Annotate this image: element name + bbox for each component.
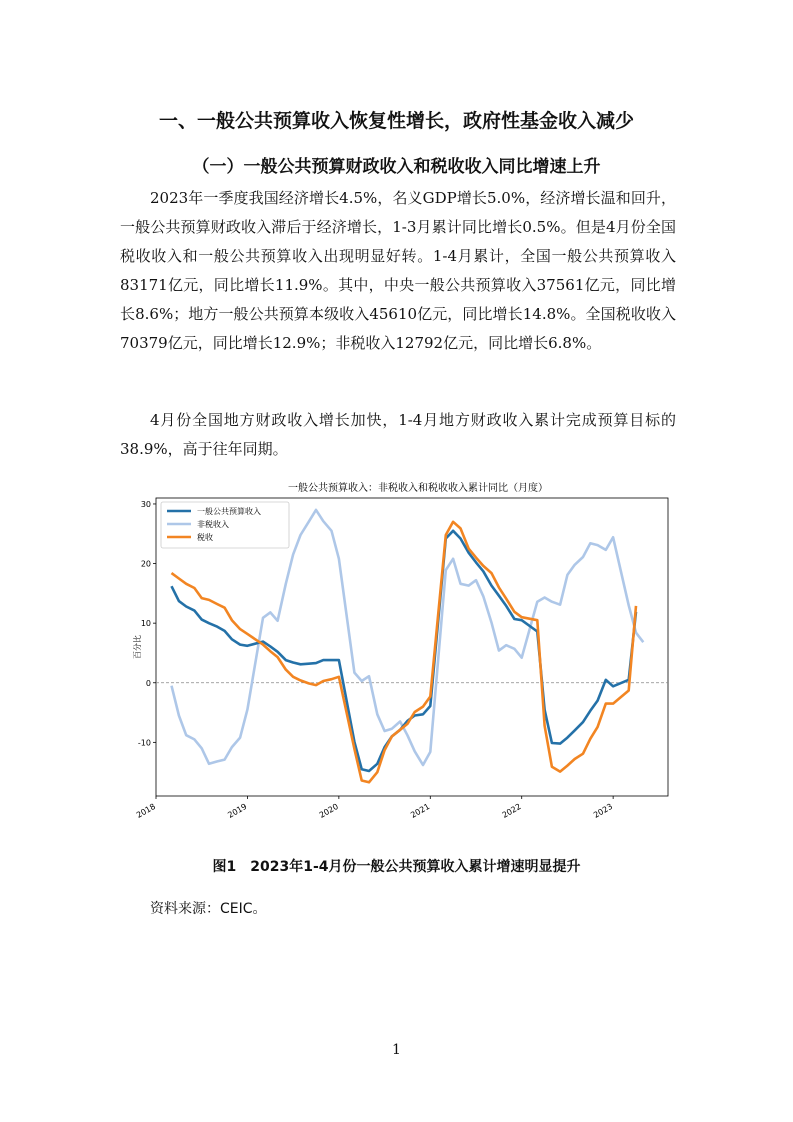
x-tick-label: 2019 bbox=[226, 801, 249, 820]
y-tick-label: 20 bbox=[140, 559, 151, 569]
x-tick-label: 2021 bbox=[409, 801, 432, 820]
x-tick-label: 2022 bbox=[500, 801, 523, 820]
chart-legend bbox=[161, 502, 289, 548]
y-tick-label: 30 bbox=[140, 499, 151, 509]
legend-label: 一般公共预算收入 bbox=[197, 507, 261, 516]
figure-caption: 图1 2023年1-4月份一般公共预算收入累计增速明显提升 bbox=[212, 859, 581, 875]
paragraph-2: 4月份全国地方财政收入增长加快，1-4月地方财政收入累计完成预算目标的38.9%，高于往年同期。 bbox=[120, 411, 676, 458]
legend-label: 非税收入 bbox=[197, 520, 229, 529]
legend-label: 税收 bbox=[197, 533, 213, 542]
revenue-growth-chart bbox=[120, 478, 680, 838]
y-tick-label: 0 bbox=[145, 678, 151, 688]
series-line-2 bbox=[172, 522, 637, 783]
y-axis-label: 百分比 bbox=[133, 635, 142, 659]
page-number: 1 bbox=[392, 1042, 401, 1058]
paragraph-1: 2023年一季度我国经济增长4.5%，名义GDP增长5.0%，经济增长温和回升，一般公共预算财政收入滞后于经济增长，1-3月累计同比增长0.5%。但是4月份全国税收收入和一般公共预算收入出现明显好转。1-4月累计，全国一般公共预算收入83171亿元，同比增长11.9%。其中，中央一般公共预算收入37561亿元，同比增长8.6%；地方一般公共预算本级收入45610亿元，同比增长14.8%。全国税收收入70379亿元，同比增长12.9%；非税收入12792亿元，同比增长6.8%。 bbox=[120, 189, 676, 352]
y-tick-label: -10 bbox=[137, 738, 151, 748]
x-tick-label: 2023 bbox=[592, 801, 615, 820]
chart-title: 一般公共预算收入：非税收入和税收收入累计同比（月度） bbox=[288, 483, 548, 494]
y-tick-label: 10 bbox=[140, 619, 151, 629]
x-tick-label: 2018 bbox=[134, 801, 157, 820]
source-note: 资料来源：CEIC。 bbox=[150, 901, 267, 917]
subsection-heading: （一）一般公共预算财政收入和税收收入同比增速上升 bbox=[192, 157, 601, 177]
x-tick-label: 2020 bbox=[317, 801, 340, 820]
section-heading: 一、一般公共预算收入恢复性增长，政府性基金收入减少 bbox=[158, 110, 634, 132]
